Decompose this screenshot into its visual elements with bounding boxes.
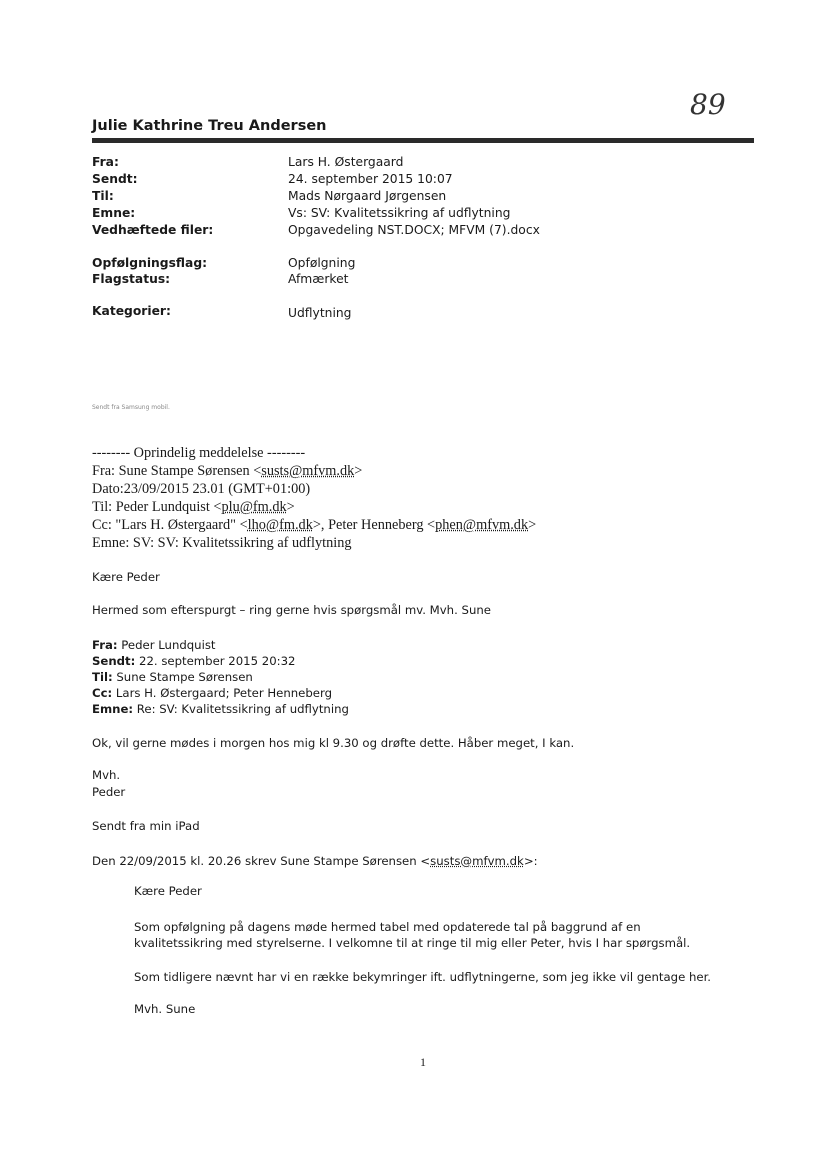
quote-intro-suffix: >: [523, 854, 538, 868]
msg3-signoff: Mvh. Sune [134, 1002, 196, 1016]
header-value-sent: 24. september 2015 10:07 [288, 172, 453, 186]
msg3-line3: Som tidligere nævnt har vi en række bekymringer ift. udflytningerne, som jeg ikke vil gentage her. [134, 970, 712, 984]
original-cc-middle: >, Peter Henneberg < [312, 517, 436, 533]
reply-to-label: Til: [92, 670, 113, 684]
original-to-prefix: Til: Peder Lundquist < [92, 499, 222, 515]
original-cc-email1-link[interactable]: lho@fm.dk [247, 517, 313, 533]
msg2-body: Ok, vil gerne mødes i morgen hos mig kl 9.30 og drøfte dette. Håber meget, I kan. [92, 736, 575, 750]
header-value-from: Lars H. Østergaard [288, 155, 404, 169]
mailbox-owner-name: Julie Kathrine Treu Andersen [92, 118, 327, 134]
original-to-email-link[interactable]: plu@fm.dk [221, 499, 287, 515]
reply-sent-value: 22. september 2015 20:32 [135, 654, 296, 668]
msg2-signoff: Mvh. [92, 768, 121, 782]
page-number: 1 [420, 1055, 426, 1069]
header-value-flag-status: Afmærket [288, 272, 349, 286]
quote-intro-email-link[interactable]: susts@mfvm.dk [430, 854, 524, 868]
quote-intro-line [92, 854, 538, 868]
original-cc-email2-link[interactable]: phen@mfvm.dk [435, 517, 529, 533]
reply-sent-line [92, 654, 295, 668]
reply-from-label: Fra: [92, 638, 118, 652]
header-label-flag-status: Flagstatus: [92, 272, 171, 286]
sent-from-samsung: Sendt fra Samsung mobil. [92, 404, 170, 411]
reply-cc-label: Cc: [92, 686, 113, 700]
header-value-attachments: Opgavedeling NST.DOCX; MFVM (7).docx [288, 223, 540, 237]
reply-from-value: Peder Lundquist [117, 638, 216, 652]
header-label-to: Til: [92, 189, 114, 203]
reply-subject-value: Re: SV: Kvalitetssikring af udflytning [133, 702, 349, 716]
handwritten-page-mark: 89 [690, 88, 726, 121]
header-label-attachments: Vedhæftede filer: [92, 223, 214, 237]
header-value-to: Mads Nørgaard Jørgensen [288, 189, 447, 203]
header-label-subject: Emne: [92, 206, 136, 220]
original-cc-line [92, 517, 536, 534]
header-label-categories: Kategorier: [92, 304, 171, 318]
original-from-suffix: > [354, 463, 363, 479]
quote-intro-prefix: Den 22/09/2015 kl. 20.26 skrev Sune Stampe Sørensen < [92, 854, 431, 868]
original-subject-line: Emne: SV: SV: Kvalitetssikring af udflytning [92, 535, 352, 551]
header-value-categories: Udflytning [288, 306, 352, 320]
reply-subject-line [92, 702, 349, 716]
msg3-line1: Som opfølgning på dagens møde hermed tabel med opdaterede tal på baggrund af en [134, 920, 641, 934]
header-value-followup-flag: Opfølgning [288, 256, 356, 270]
original-cc-prefix: Cc: "Lars H. Østergaard" < [92, 517, 248, 533]
header-label-sent: Sendt: [92, 172, 138, 186]
reply-sent-label: Sendt: [92, 654, 136, 668]
reply-to-value: Sune Stampe Sørensen [112, 670, 253, 684]
msg3-line2: kvalitetssikring med styrelserne. I velkomne til at ringe til mig eller Peter, hvis I har spørgsmål. [134, 936, 691, 950]
original-date-line: Dato:23/09/2015 23.01 (GMT+01:00) [92, 481, 311, 497]
original-from-prefix: Fra: Sune Stampe Sørensen < [92, 463, 262, 479]
original-from-email-link[interactable]: susts@mfvm.dk [261, 463, 355, 479]
original-from-line [92, 463, 362, 480]
reply-subject-label: Emne: [92, 702, 134, 716]
msg1-body: Hermed som efterspurgt – ring gerne hvis spørgsmål mv. Mvh. Sune [92, 603, 491, 617]
header-label-followup-flag: Opfølgningsflag: [92, 256, 208, 270]
msg2-name: Peder [92, 785, 126, 799]
header-rule [92, 138, 754, 143]
original-cc-suffix: > [528, 517, 537, 533]
reply-cc-line [92, 686, 332, 700]
original-to-line [92, 499, 295, 516]
reply-cc-value: Lars H. Østergaard; Peter Henneberg [112, 686, 333, 700]
msg1-greeting: Kære Peder [92, 570, 160, 584]
msg2-sent-from: Sendt fra min iPad [92, 819, 200, 833]
reply-from-line [92, 638, 216, 652]
original-message-title: -------- Oprindelig meddelelse -------- [92, 445, 306, 461]
original-to-suffix: > [286, 499, 295, 515]
header-value-subject: Vs: SV: Kvalitetssikring af udflytning [288, 206, 511, 220]
reply-to-line [92, 670, 253, 684]
msg3-greeting: Kære Peder [134, 884, 202, 898]
header-label-from: Fra: [92, 155, 119, 169]
